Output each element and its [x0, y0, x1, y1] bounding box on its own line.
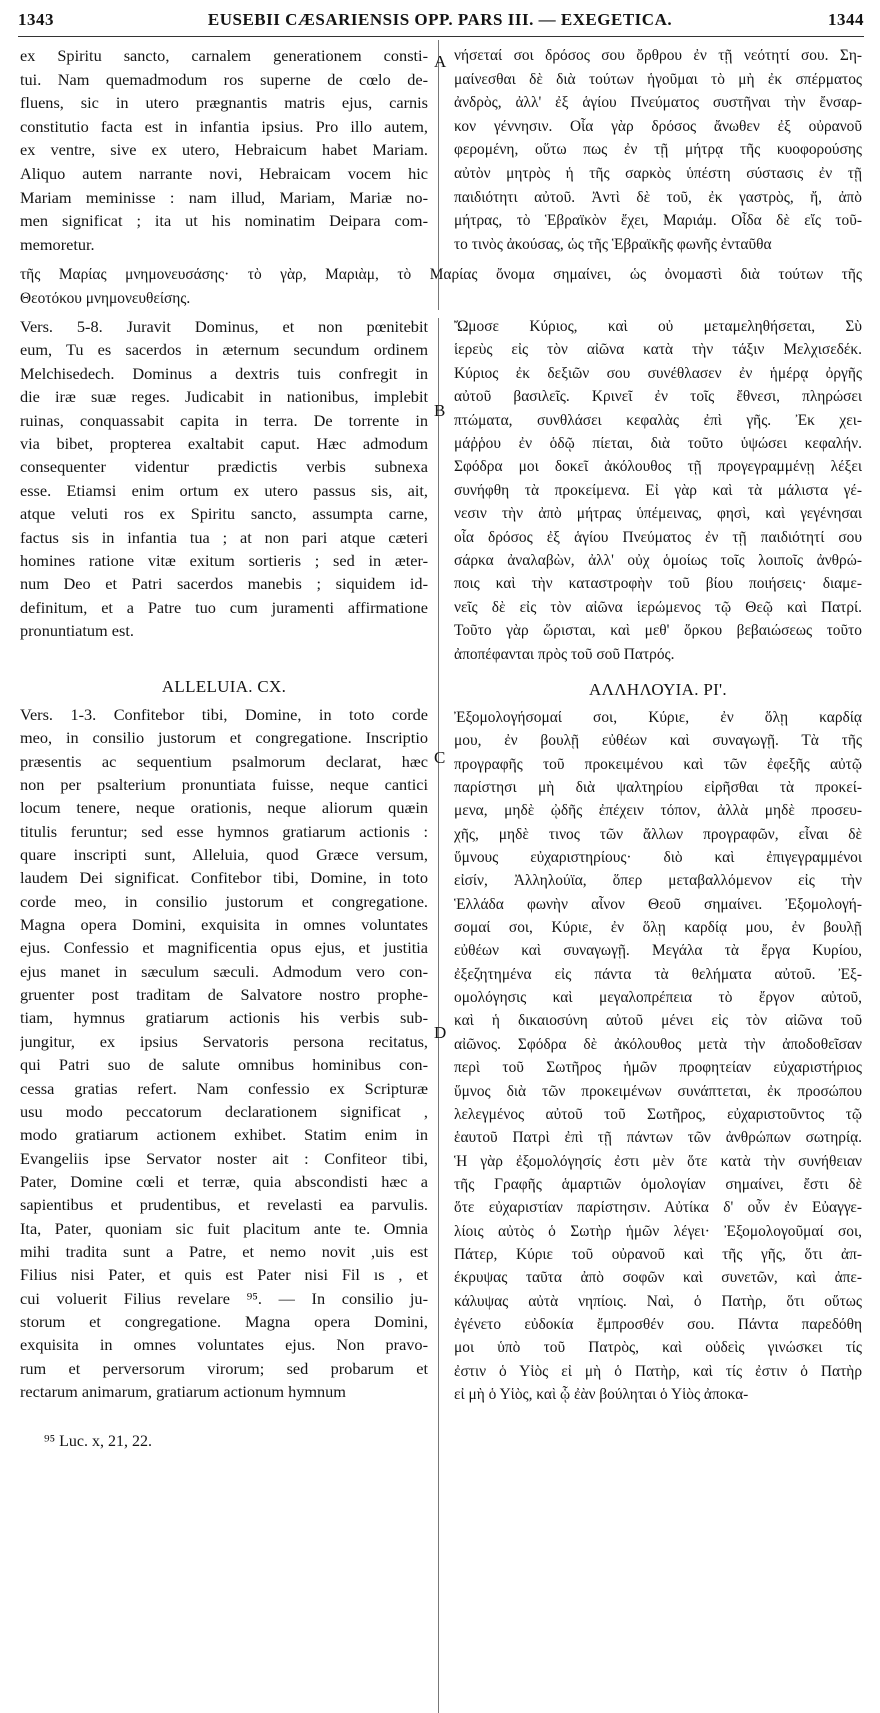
text-line: qui Patri suo de salute omnibus hominibus con- — [20, 1055, 428, 1075]
text-line: ex Spiritu sancto, carnalem generationem consti- — [20, 46, 428, 65]
text-line: παρίστησι μὴ διὰ ψαλτηρίου εἰρῆσθαι τὰ προκεί- — [454, 779, 862, 797]
text-line: ejus. Confessio et magnificentia opus ejus, et justitia — [20, 938, 428, 958]
text-line: rum et perversorum virorum; sed probarum et — [20, 1358, 428, 1378]
text-line: φερομένη, οὕτω πως ἐν τῇ μήτρᾳ τῆς κυοφορούσης — [454, 141, 862, 159]
text-line: Σφόδρα μοι δοκεῖ ἀκόλουθος τῇ προγεγραμμένῃ λέξει — [454, 458, 862, 476]
text-line: usu modo peccatorum declarationem significat , — [20, 1101, 428, 1121]
text-line: Ἐξομολογήσομαί σοι, Κύριε, ἐν ὅλῃ καρδίᾳ — [454, 709, 862, 726]
text-line: ἐστιν ὁ Υἱὸς εἰ μὴ ὁ Πατὴρ, καὶ τίς ἐστιν ὁ Πατὴρ — [454, 1362, 862, 1380]
text-line: Pater, Domine cœli et terræ, quia abscondisti hæc a — [20, 1171, 428, 1191]
text-line: λίοις αὐτὸς ὁ Σωτὴρ ἡμῶν λέγει· Ἐξομολογοῦμαί σοι, — [454, 1222, 862, 1240]
greek-psalm-cx — [454, 706, 862, 1406]
text-line: Τοῦτο γὰρ ὥρισται, καὶ μεθ' ὅρκου βεβαιώσεως τοῦτο — [454, 622, 862, 640]
text-line: ἑαυτοῦ Πατρὶ ἐπὶ τῇ πάντων τῶν ἀνθρώπων σωτηρίᾳ. — [454, 1129, 862, 1147]
text-line: περὶ τοῦ Σωτῆρος ἡμῶν προφητείαν εὐχαριστήριος — [454, 1059, 862, 1077]
text-line: cessa gratias refert. Nam confessio ex Scripturæ — [20, 1078, 428, 1098]
text-line: Θεοτόκου μνημονευθείσης. — [20, 289, 191, 307]
text-line: εἰσίν, Ἀλληλούϊα, ὅπερ μεταβαλλόμενον εἰς τὴν — [454, 872, 862, 890]
text-line: modo gratiarum actionem exhibet. Statim enim in — [20, 1125, 428, 1145]
heading-alleluia-cx: ALLELUIA. CX. — [161, 677, 287, 696]
text-line: αἰῶνος. Σφόδρα δὲ ἀκόλουθος μετὰ τὴν ἀποδοθεῖσαν — [454, 1035, 862, 1053]
text-line: σάρκα ἀναλαβὼν, ἀλλ' οὐχ ὁμοίως τοῖς λοιποῖς ἀνθρώ- — [454, 552, 862, 570]
text-line: έκρυψας ταῦτα ἀπὸ σοφῶν καὶ συνετῶν, καὶ ἀπε- — [454, 1269, 862, 1287]
margin-letter-b: B — [434, 401, 446, 420]
text-line: memoretur. — [20, 234, 95, 254]
text-line: μήτρας, τὸ Ἑβραϊκὸν ἔχει, Μαριάμ. Οἶδα δὲ εἴς τοῦ- — [454, 212, 862, 230]
text-line: ἀποπέφανται πρὸς τοῦ σοῦ Πατρός. — [454, 645, 675, 663]
text-line: locum tenere, neque orationis, neque aliorum quæin — [20, 798, 428, 818]
text-line: rectarum animarum, gratiarum actionum hymnum — [20, 1381, 346, 1401]
text-line: num Deo et Patri sacerdos manebis ; siquidem id- — [20, 574, 428, 594]
text-line: ομολόγησις καὶ μεγαλοπρέπεια τὸ ἔργον αὐτοῦ, — [454, 989, 862, 1007]
text-line: ἐξεζητημένα εἰς πάντα τὰ θελήματα αὐτοῦ. Ἐξ- — [454, 965, 862, 983]
text-line: laudem Dei significat. Confitebor tibi, Domine, in toto — [20, 868, 428, 888]
text-line: μοι ὑπὸ τοῦ Πατρὸς, καὶ οὐδεὶς γινώσκει τίς — [454, 1339, 862, 1357]
header-rule — [18, 36, 864, 37]
text-line: Ἑλλάδα φωνὴν αἶνον Θεοῦ σημαίνει. Ἐξομολογή- — [454, 895, 862, 913]
text-line: καὶ ἡ δικαιοσύνη αὐτοῦ μένει εἰς τὸν αἰῶνα τοῦ — [454, 1012, 862, 1030]
text-line: Magna opera Domini, exquisita in omnes voluntates — [20, 915, 428, 935]
greek-spanning-lines — [20, 263, 862, 310]
text-line: νεσιν τὴν ἀπὸ μήτρας ὑπέμεινας, φησὶ, καὶ γεγένησαι — [454, 505, 862, 523]
text-line: χῆς, μηδὲ τινος τῶν ἄλλων προγραφῶν, εἶναι δὲ — [454, 825, 862, 843]
text-line: Ὤμοσε Κύριος, καὶ οὐ μεταμεληθήσεται, Σὺ — [454, 318, 862, 335]
latin-psalm-cx — [20, 703, 428, 1403]
margin-letter-c: C — [434, 748, 446, 767]
text-line: quare inscripti sunt, Alleluia, quod Græce versum, — [20, 845, 428, 865]
text-line: Aliquo autem narrante novi, Hebraicam vocem hic — [20, 163, 428, 183]
text-line: corde meo, in consilio justorum et congregatione. — [20, 891, 428, 911]
text-line: αὐτὸν μητρὸς ἡ τῆς σαρκὸς ὑπέστη σύστασις ἐν τῇ — [454, 164, 862, 182]
text-line: non per psalterium pronuntiata fuisse, neque cantici — [20, 775, 428, 795]
greek-verses-5-8 — [454, 315, 862, 666]
text-line: σομαί σοι, Κύριε, ἐν ὅλῃ καρδίᾳ μου, ἐν βουλῇ — [454, 919, 862, 937]
column-divider — [438, 318, 439, 1713]
text-line: ὕμνος διὰ τῶν προκειμένων συνάπτεται, ἐκ προσώπου — [454, 1082, 862, 1100]
text-line: esse. Etiamsi enim ortum ex utero passus sis, ait, — [20, 480, 428, 500]
text-line: τῆς Γραφῆς ἁμαρτιῶν ὁμολογίαν σημαίνει, ἔστι δὲ — [454, 1175, 862, 1193]
text-line: consequenter videntur prædictis verbis subnexa — [20, 457, 428, 477]
heading-greek-psalm: ΑΛΛΗΛΟΥΙΑ. ΡΙ'. — [589, 680, 727, 699]
text-line: die iræ suæ reges. Judicabit in nationibus, implebit — [20, 387, 428, 407]
text-line: ἱερεὺς εἰς τὸν αἰῶνα κατὰ τὴν τάξιν Μελχισεδέκ. — [454, 341, 862, 359]
text-line: titulis feruntur; sed esse hymnos gratiarum actionis : — [20, 821, 428, 841]
text-line: mihi tradita sunt a Patre, et nemo novit ,uis est — [20, 1241, 428, 1261]
text-line: ex ventre, sive ex utero, Hebraicum habet Mariam. — [20, 140, 428, 160]
text-line: fluens, sic in utero prægnantis matris ejus, carnis — [20, 93, 428, 113]
text-line: cui voluerit Filius revelare ⁹⁵. — In consilio ju- — [20, 1288, 428, 1308]
margin-letter-d: D — [434, 1023, 447, 1042]
text-line: definitum, et a Patre tuo cum juramenti affirmatione — [20, 597, 428, 617]
text-line: λελεγμένος αὐτοῦ τοῦ Σωτῆρος, εὐχαριστοῦντος τῷ — [454, 1105, 862, 1123]
text-line: Mariam meminisse : nam illud, Mariam, Mariæ no- — [20, 187, 428, 207]
text-line: via bibet, propterea exaltabit caput. Hæc admodum — [20, 434, 428, 454]
text-line: constitutio facta est in infantia ipsius. Pro illo autem, — [20, 116, 428, 136]
text-line: εἰ μὴ ὁ Υἱὸς, καὶ ᾧ ἐὰν βούληται ὁ Υἱὸς ἀποκα- — [454, 1385, 749, 1403]
text-line: ὕμνους εὐχαριστηρίους· διὸ καὶ ἐπιγεγραμμένοι — [454, 849, 862, 867]
running-title: EUSEBII CÆSARIENSIS OPP. PARS III. — EXEGETICA. — [207, 10, 673, 29]
text-line: ὅτε εὐχαριστίαν παρίστησιν. Αὐτίκα δ' οὖν ἐν Εὐαγγε- — [454, 1199, 862, 1217]
text-line: μενα, μηδὲ ᾠδῆς ἐπέχειν τόπον, ἀλλὰ μηδὲ προσευ- — [454, 802, 862, 820]
text-line: Vers. 1-3. Confitebor tibi, Domine, in toto corde — [20, 705, 428, 724]
text-line: atque veluti ros ex Spiritu sancto, assumpta carne, — [20, 504, 428, 524]
text-line: τῆς Μαρίας μνημονευσάσης· τὸ γὰρ, Μαριὰμ, τὸ Μαρίας ὄνομα σημαίνει, ὡς ὀνομαστὶ διὰ τούτων τῆς — [20, 266, 862, 283]
text-line: men significat ; ita ut his nominatim Deipara com- — [20, 211, 428, 231]
text-line: sapientibus et prudentibus, et revelasti ea parvulis. — [20, 1195, 428, 1215]
text-line: κάλυψας αὐτὰ νηπίοις. Ναὶ, ὁ Πατὴρ, ὅτι οὕτως — [454, 1292, 862, 1310]
text-line: εὐθέων καὶ συναγωγῇ. Μεγάλα τὰ ἔργα Κυρίου, — [454, 942, 862, 960]
latin-column-top — [20, 44, 428, 256]
text-line: αὐτοῦ βασιλεῖς. Κρινεῖ ἐν τοῖς ἔθνεσι, πληρώσει — [454, 388, 862, 406]
text-line: παιδιότητι αὐτοῦ. Ἀντὶ δὲ τοῦ, ἐκ γαστρὸς, ἤ, ἀπὸ — [454, 188, 862, 206]
text-line: exquisita in omnes voluntates ejus. Non pravo- — [20, 1335, 428, 1355]
margin-letter-a: A — [434, 52, 447, 71]
text-line: ejus manet in sæculum sæculi. Admodum vero con- — [20, 961, 428, 981]
text-line: οἷα δρόσος ἐξ ἁγίου Πνεύματος ἐν τῇ παιδιότητί σου — [454, 528, 862, 546]
text-line: Κύριος ἐκ δεξιῶν σου συνέθλασεν ἐν ἡμέρᾳ ὀργῆς — [454, 364, 862, 382]
text-line: ἀνδρὸς, ἀλλ' ἐξ ἁγίου Πνεύματος συστῆναι τὴν ἔνσαρ- — [454, 94, 862, 112]
text-line: meo, in consilio justorum et congregatione. Inscriptio — [20, 728, 428, 748]
page-number-left: 1343 — [18, 10, 54, 29]
text-line: μου, ἐν βουλῇ εὐθέων καὶ συναγωγῇ. Τὰ τῆς — [454, 732, 862, 750]
text-line: pronuntiatum est. — [20, 621, 134, 641]
footnote: ⁹⁵ Luc. x, 21, 22. — [44, 1433, 153, 1450]
text-line: Evangeliis ipse Servator noster ait : Confiteor tibi, — [20, 1148, 428, 1168]
text-line: tui. Nam quemadmodum ros superne de cœlo de- — [20, 69, 428, 89]
text-line: συνήφθη τὰ προκείμενα. Εἰ γὰρ καὶ τὰ μάλιστα γέ- — [454, 481, 862, 499]
text-line: Melchisedech. Dominus a dextris tuis confregit in — [20, 363, 428, 383]
text-line: ἐγένετο εὐδοκία ἔμπροσθέν σου. Πάντα παρεδόθη — [454, 1315, 862, 1333]
latin-verses-5-8 — [20, 315, 428, 643]
text-line: jungitur, ex ipsius Servatoris persona recitatus, — [20, 1031, 428, 1051]
text-line: Vers. 5-8. Juravit Dominus, et non pœnitebit — [20, 317, 428, 336]
text-line: storum et congregatione. Magna opera Domini, — [20, 1311, 428, 1331]
text-line: Ita, Pater, quoniam sic fuit placitum ante te. Omnia — [20, 1218, 428, 1238]
text-line: μαίνεσθαι δὲ διὰ τούτων ἡγοῦμαι τὸ μὴ ἐκ σπέρματος — [454, 70, 862, 88]
text-line: προγραφῆς τοῦ προκειμένου καὶ τῶν ἐφεξῆς αὐτῷ — [454, 755, 862, 773]
text-line: factus sis in infantia tua ; at non pari atque cæteri — [20, 527, 428, 547]
text-line: μάῤῥου ἐν ὁδῷ πίεται, διὰ τοῦτο ὑψώσει κεφαλήν. — [454, 435, 862, 453]
text-line: πτώματα, συνθλάσει κεφαλὰς ἐπὶ γῆς. Ἐκ χει- — [454, 411, 862, 429]
text-line: homines ratione vitæ exitum sortieris ; sed in æter- — [20, 551, 428, 571]
text-line: Ἡ γὰρ ἐξομολόγησίς ἐστι μὲν ὅτε κατὰ τὴν συνήθειαν — [454, 1152, 862, 1170]
greek-column-top — [454, 44, 862, 256]
text-line: ποις καὶ τὴν καταστροφὴν τοῦ βίου ποιήσεις· διαμε- — [454, 575, 862, 593]
text-line: κον γέννησιν. Οἷα γὰρ δρόσος ἄνωθεν ἐξ οὐρανοῦ — [454, 117, 862, 135]
text-line: νεῖς δὲ εἰς τὸν αἰῶνα ἱερώμενος τῷ Θεῷ καὶ Πατρί. — [454, 598, 862, 616]
text-line: præsentis ac sequentium psalmorum declarat, hæc — [20, 751, 428, 771]
text-line: gruenter post traditam de Salvatore nostro prophe- — [20, 985, 428, 1005]
text-line: eum, Tu es sacerdos in æternum secundum ordinem — [20, 340, 428, 360]
text-line: Πάτερ, Κύριε τοῦ οὐρανοῦ καὶ τῆς γῆς, ὅτι ἀπ- — [454, 1245, 862, 1263]
text-line: ruinas, conquassabit capita in terra. De torrente in — [20, 410, 428, 430]
text-line: νήσεταί σοι δρόσος σου ὄρθρου ἐν τῇ νεότητί σου. Ση- — [454, 47, 862, 64]
text-line: Filius nisi Pater, et quis est Pater nisi Fil ıs , et — [20, 1265, 428, 1285]
text-line: το τινὸς ἀκούσας, ὡς τῆς Ἑβραϊκῆς φωνῆς ἐνταῦθα — [454, 235, 772, 253]
page-number-right: 1344 — [828, 10, 864, 29]
text-line: tiam, hymnus gratiarum actionis his verbis sub- — [20, 1008, 428, 1028]
